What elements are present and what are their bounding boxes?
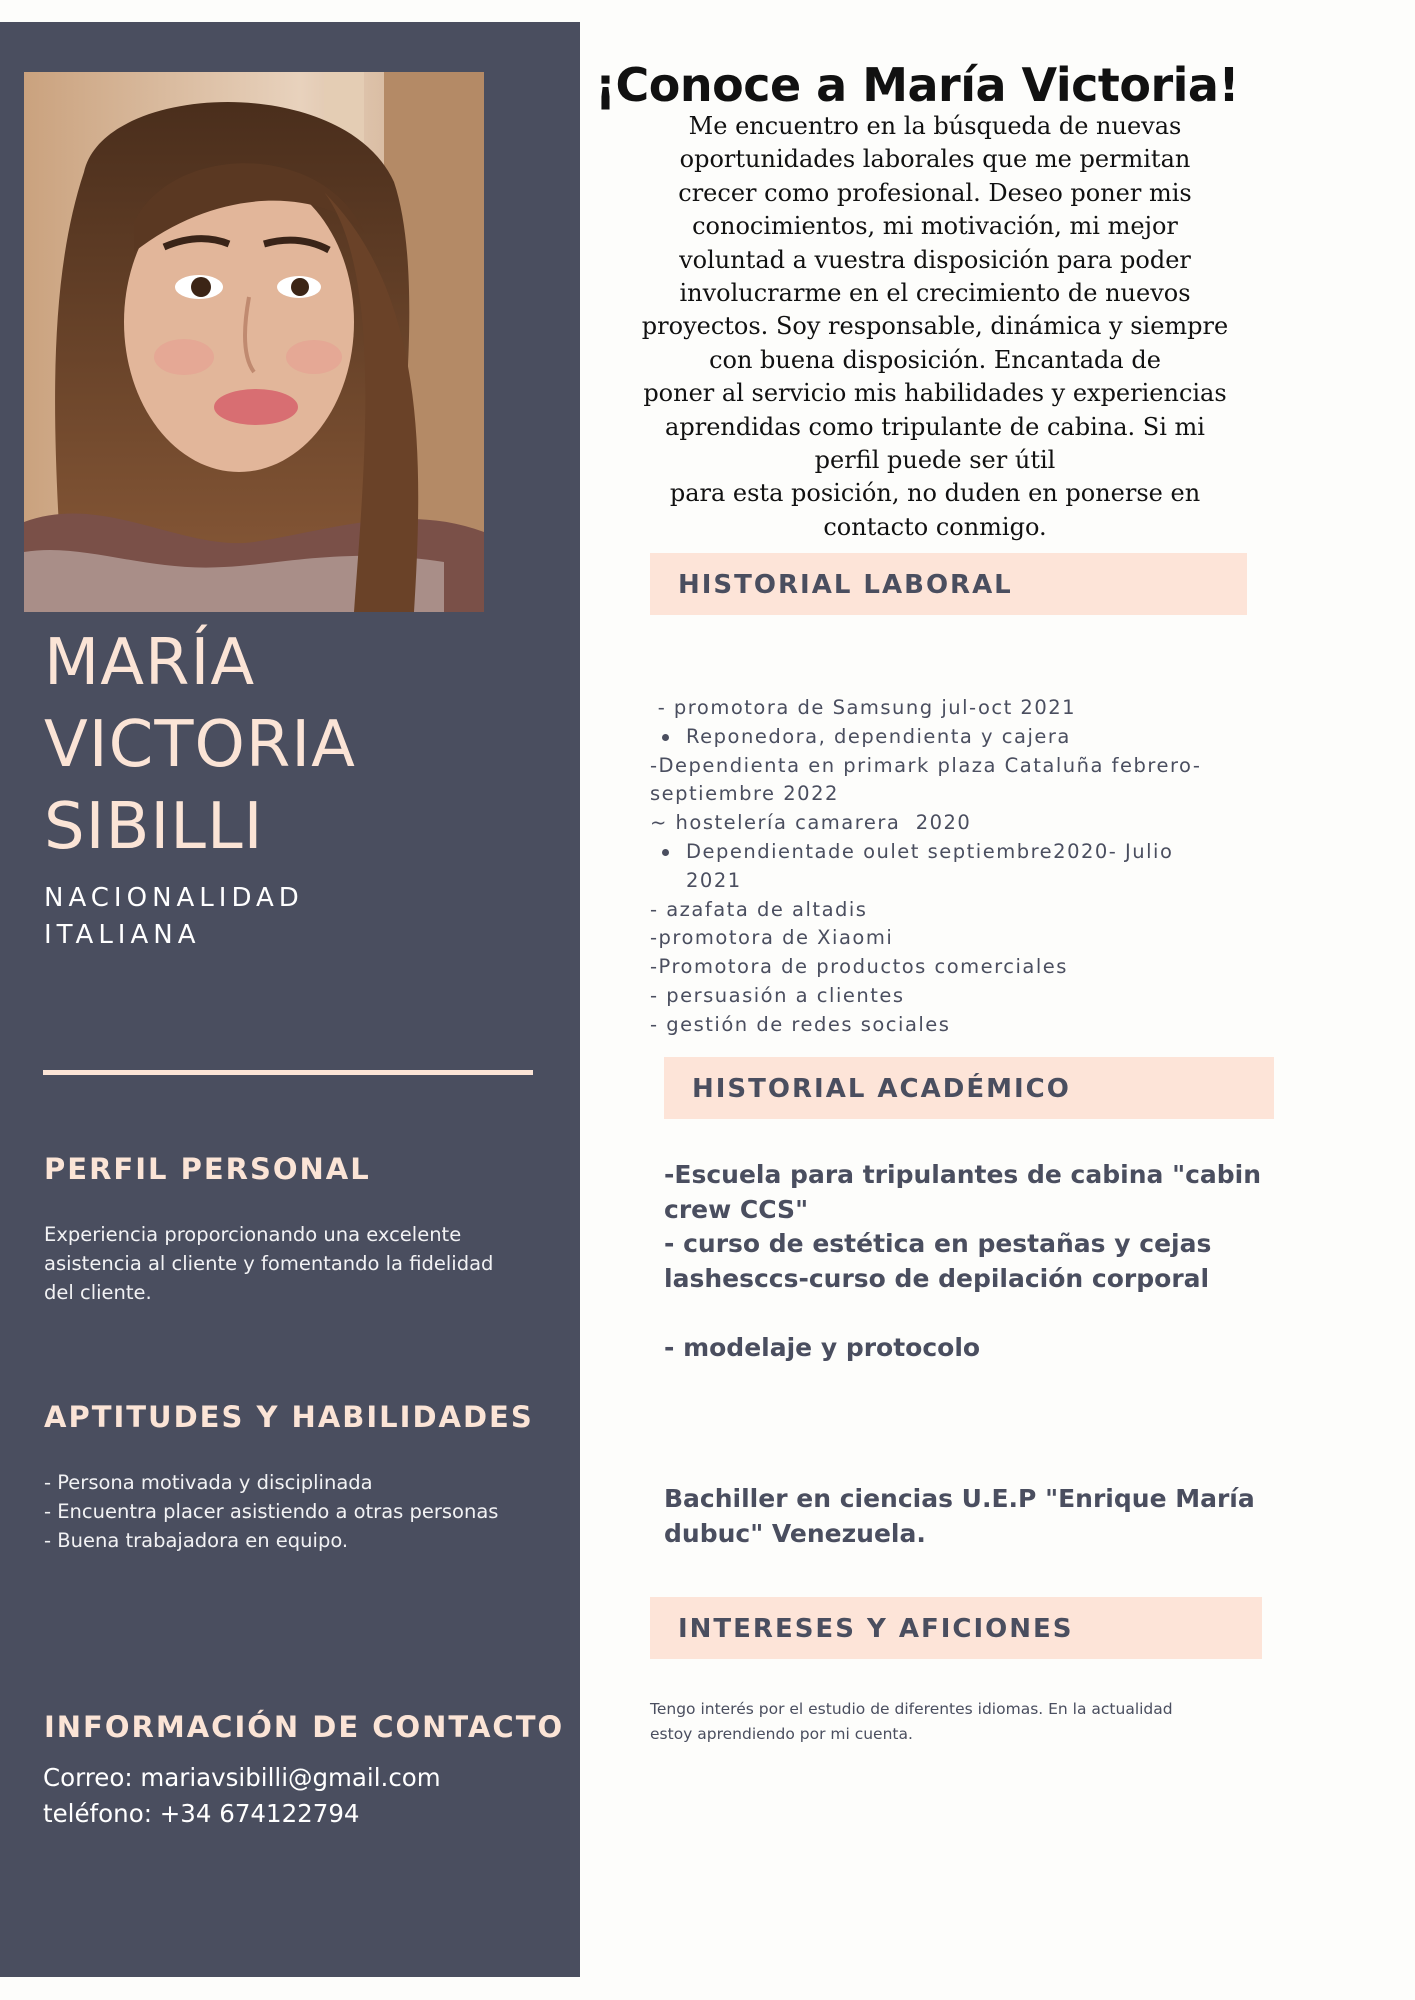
list-item: -Escuela para tripulantes de cabina "cabin xyxy=(664,1160,1262,1189)
list-item: - gestión de redes sociales xyxy=(650,1012,951,1036)
list-item: -Dependienta en primark plaza Cataluña febrero- xyxy=(650,753,1202,777)
list-item: septiembre 2022 xyxy=(650,782,839,806)
work-section-band xyxy=(650,553,1247,615)
intro-paragraph xyxy=(625,110,1245,544)
profile-photo xyxy=(24,72,484,612)
contact-info xyxy=(43,1760,563,1832)
profile-line: asistencia al cliente y fomentando la fidelidad xyxy=(44,1252,494,1275)
work-heading: HISTORIAL LABORAL xyxy=(678,570,1013,600)
profile-line: del cliente. xyxy=(44,1281,152,1304)
list-item: - promotora de Samsung jul-oct 2021 xyxy=(650,696,1077,719)
intro-line: voluntad a vuestra disposición para poder xyxy=(679,245,1191,274)
intro-line: Me encuentro en la búsqueda de nuevas xyxy=(688,112,1182,140)
intro-line: oportunidades laborales que me permitan xyxy=(679,145,1191,174)
academic-heading: HISTORIAL ACADÉMICO xyxy=(692,1074,1071,1104)
phone-text[interactable]: teléfono: +34 674122794 xyxy=(43,1799,360,1828)
list-item: - azafata de altadis xyxy=(650,897,868,921)
list-item: dubuc" Venezuela. xyxy=(664,1518,926,1548)
intro-line: perfil puede ser útil xyxy=(814,446,1056,475)
academic-degree xyxy=(664,1482,1264,1551)
interests-line: estoy aprendiendo por mi cuenta. xyxy=(650,1725,913,1743)
nationality-line: ITALIANA xyxy=(44,920,201,950)
spacer xyxy=(664,1296,1264,1331)
list-item: Bachiller en ciencias U.E.P "Enrique María xyxy=(664,1484,1255,1513)
section-divider xyxy=(43,1070,533,1075)
list-item: -promotora de Xiaomi xyxy=(650,926,894,950)
list-item: - modelaje y protocolo xyxy=(664,1332,981,1362)
nationality-line: NACIONALIDAD xyxy=(44,883,304,913)
interests-text xyxy=(650,1697,1270,1747)
list-item: lashesccs-curso de depilación corporal xyxy=(664,1263,1210,1293)
sidebar xyxy=(0,22,580,1977)
list-item: - Encuentra placer asistiendo a otras personas xyxy=(44,1500,499,1523)
name-line: SIBILLI xyxy=(44,790,264,864)
list-item: Dependientade oulet septiembre2020- Julio xyxy=(650,838,1270,867)
list-item: Reponedora, dependienta y cajera xyxy=(650,723,1270,752)
contact-heading: INFORMACIÓN DE CONTACTO xyxy=(44,1710,565,1744)
profile-heading: PERFIL PERSONAL xyxy=(44,1152,371,1186)
intro-line: crecer como profesional. Deseo poner mis xyxy=(678,178,1192,207)
page-title: ¡Conoce a María Victoria! xyxy=(595,58,1239,112)
list-item: crew CCS" xyxy=(664,1194,809,1224)
name-line: MARÍA xyxy=(44,626,256,700)
full-name xyxy=(44,622,564,868)
list-item: - curso de estética en pestañas y cejas xyxy=(664,1229,1212,1258)
profile-text xyxy=(44,1220,544,1307)
intro-line: aprendidas como tripulante de cabina. Si mi xyxy=(665,412,1205,441)
interests-line: Tengo interés por el estudio de diferentes idiomas. En la actualidad xyxy=(650,1700,1173,1718)
skills-list xyxy=(44,1468,544,1555)
interests-heading: INTERESES Y AFICIONES xyxy=(678,1614,1074,1644)
skills-heading: APTITUDES Y HABILIDADES xyxy=(44,1400,534,1434)
academic-list xyxy=(664,1158,1264,1365)
intro-line: conocimientos, mi motivación, mi mejor xyxy=(692,212,1178,241)
portrait-image xyxy=(24,72,484,612)
intro-line: para esta posición, no duden en ponerse en xyxy=(669,479,1201,508)
work-history-list xyxy=(650,694,1270,1040)
list-item: 2021 xyxy=(686,868,742,892)
profile-line: Experiencia proporcionando una excelente xyxy=(44,1223,462,1246)
nationality xyxy=(44,880,544,954)
list-item: - Buena trabajadora en equipo. xyxy=(44,1529,349,1552)
intro-line: proyectos. Soy responsable, dinámica y siempre xyxy=(641,312,1229,341)
intro-line: contacto conmigo. xyxy=(823,512,1047,541)
list-item: -Promotora de productos comerciales xyxy=(650,955,1068,979)
interests-section-band xyxy=(650,1597,1262,1659)
intro-line: poner al servicio mis habilidades y experiencias xyxy=(643,379,1227,408)
list-item: ~ hostelería camarera 2020 xyxy=(650,811,972,835)
academic-section-band xyxy=(664,1057,1274,1119)
intro-line: involucrarme en el crecimiento de nuevos xyxy=(679,279,1191,308)
intro-line: con buena disposición. Encantada de xyxy=(709,345,1161,374)
list-item: - persuasión a clientes xyxy=(650,983,905,1007)
email-text[interactable]: Correo: mariavsibilli@gmail.com xyxy=(43,1763,441,1792)
list-item: - Persona motivada y disciplinada xyxy=(44,1471,373,1494)
name-line: VICTORIA xyxy=(44,708,356,782)
